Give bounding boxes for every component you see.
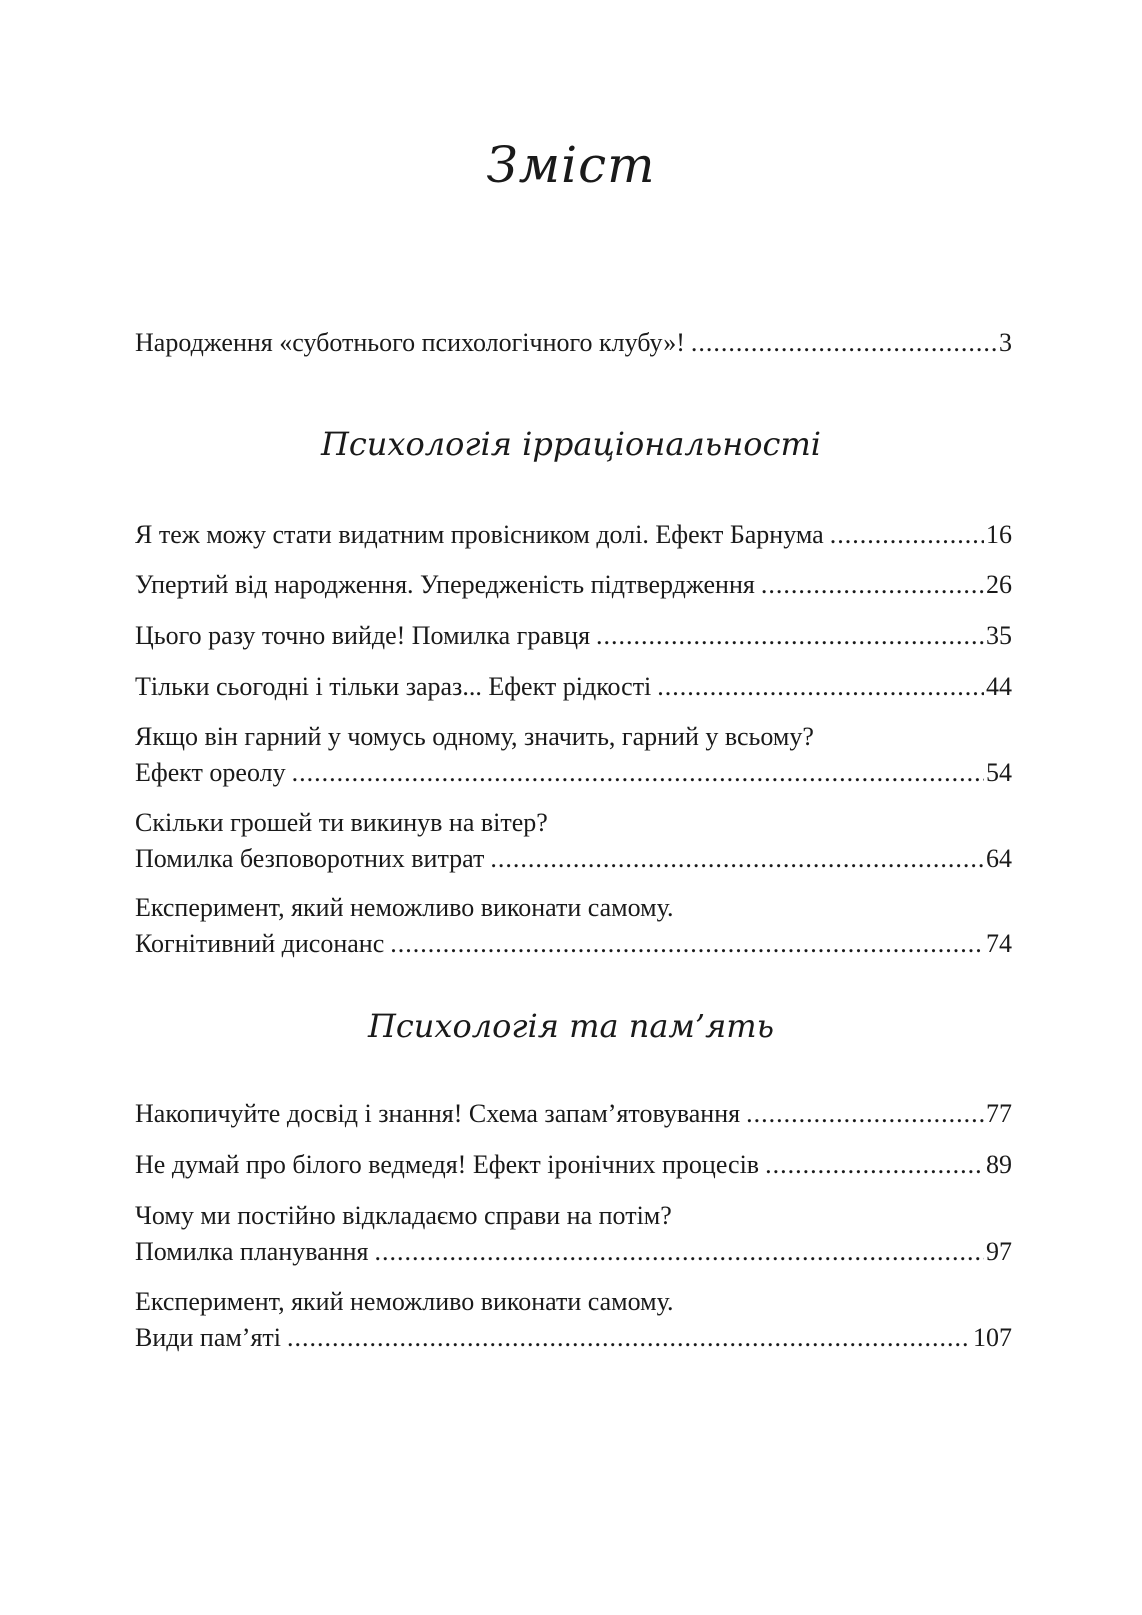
toc-entry[interactable]	[135, 1284, 1012, 1356]
toc-entry[interactable]	[135, 890, 1012, 962]
toc-entry-title: Помилка безповоротних витрат	[135, 844, 485, 873]
toc-entry-title: Помилка планування	[135, 1237, 369, 1266]
toc-entry-title: Цього разу точно вийде! Помилка гравця	[135, 621, 591, 650]
dot-leader	[746, 1096, 984, 1132]
toc-entry-title: Види пам’яті	[135, 1323, 282, 1352]
dot-leader	[375, 1234, 984, 1270]
toc-entry[interactable]	[135, 1096, 1012, 1132]
toc-entry-title: Народження «суботнього психологічного клубу»!	[135, 328, 685, 357]
toc-page-number: 44	[986, 672, 1012, 701]
toc-page-number: 97	[986, 1237, 1012, 1266]
toc-page-number: 3	[999, 328, 1012, 357]
toc-entry[interactable]	[135, 517, 1012, 553]
toc-entry-title: Не думай про білого ведмедя! Ефект іронічних процесів	[135, 1150, 760, 1179]
dot-leader	[830, 517, 984, 553]
dot-leader	[765, 1147, 984, 1183]
toc-entry-title: Упертий від народження. Упередженість підтвердження	[135, 570, 755, 599]
toc-entry-title: Ефект ореолу	[135, 758, 286, 787]
toc-entry-first-line: Якщо він гарний у чомусь одному, значить, гарний у всьому?	[135, 722, 814, 751]
toc-entry[interactable]	[135, 1147, 1012, 1183]
toc-entry-title: Накопичуйте досвід і знання! Схема запам’ятовування	[135, 1099, 741, 1128]
dot-leader	[390, 926, 984, 962]
dot-leader	[287, 1320, 971, 1356]
toc-entry[interactable]	[135, 1198, 1012, 1270]
toc-entry[interactable]	[135, 567, 1012, 603]
toc-page-number: 74	[986, 929, 1012, 958]
page-title: Зміст	[486, 136, 656, 194]
section-heading: Психологія та пам’ять	[367, 1007, 775, 1045]
dot-leader	[292, 755, 984, 791]
toc-entry-first-line: Експеримент, який неможливо виконати самому.	[135, 1287, 674, 1316]
toc-entry-title: Я теж можу стати видатним провісником долі. Ефект Барнума	[135, 520, 824, 549]
toc-entry[interactable]	[135, 805, 1012, 877]
dot-leader	[657, 669, 984, 705]
dot-leader	[761, 567, 984, 603]
dot-leader	[596, 618, 984, 654]
toc-entry-title: Когнітивний дисонанс	[135, 929, 385, 958]
toc-entry[interactable]	[135, 669, 1012, 705]
toc-page-number: 26	[986, 570, 1012, 599]
toc-entry[interactable]	[135, 618, 1012, 654]
toc-entry[interactable]	[135, 719, 1012, 791]
dot-leader	[490, 841, 984, 877]
dot-leader	[691, 325, 997, 361]
toc-page-number: 16	[986, 520, 1012, 549]
toc-entry-title: Тільки сьогодні і тільки зараз... Ефект рідкості	[135, 672, 652, 701]
toc-entry-first-line: Чому ми постійно відкладаємо справи на потім?	[135, 1201, 672, 1230]
toc-page-number: 64	[986, 844, 1012, 873]
toc-page-number: 107	[973, 1323, 1012, 1352]
toc-entry[interactable]	[135, 325, 1012, 361]
toc-page-number: 89	[986, 1150, 1012, 1179]
section-heading: Психологія ірраціональності	[320, 425, 822, 463]
toc-page-number: 77	[986, 1099, 1012, 1128]
toc-page-number: 54	[986, 758, 1012, 787]
toc-page-number: 35	[986, 621, 1012, 650]
toc-entry-first-line: Експеримент, який неможливо виконати самому.	[135, 893, 674, 922]
toc-entry-first-line: Скільки грошей ти викинув на вітер?	[135, 808, 548, 837]
